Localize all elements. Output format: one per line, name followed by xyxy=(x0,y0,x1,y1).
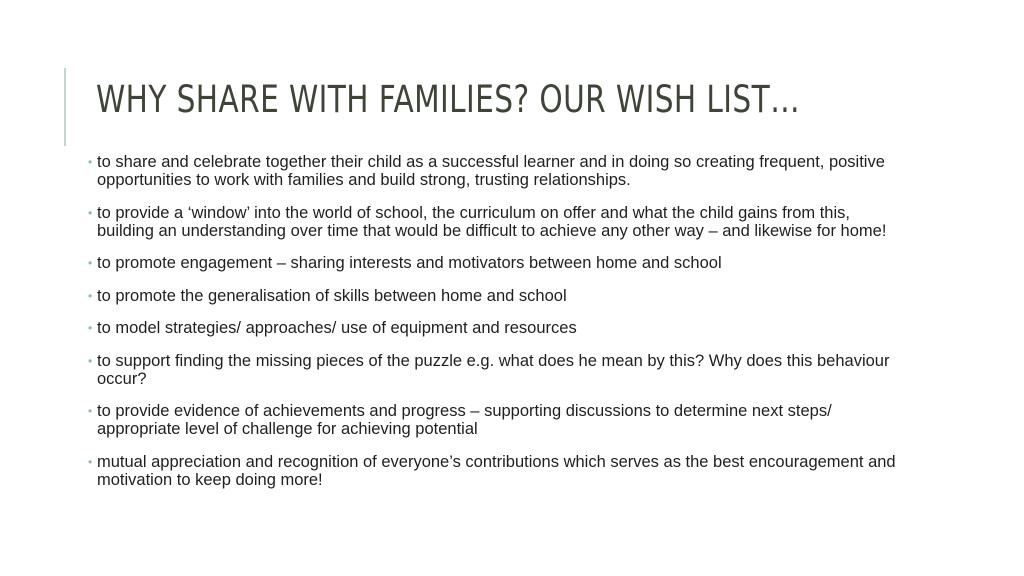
bullet-list xyxy=(88,153,908,503)
list-item xyxy=(88,402,908,438)
bullet-dot-icon: • xyxy=(88,288,93,303)
bullet-text: to provide a ‘window’ into the world of school, the curriculum on offer and what the child gains from this, building an understanding over time that would be difficult to achieve any other way – and likewise for home! xyxy=(97,203,887,240)
bullet-text: to provide evidence of achievements and progress – supporting discussions to determine next steps/ appropriate level of challenge for achieving potential xyxy=(97,402,832,438)
bullet-dot-icon: • xyxy=(88,353,93,368)
bullet-dot-icon: • xyxy=(88,404,93,418)
bullet-text: to promote engagement – sharing interests and motivators between home and school xyxy=(97,254,722,272)
bullet-dot-icon: • xyxy=(88,205,93,220)
bullet-text: mutual appreciation and recognition of everyone’s contributions which serves as the best encouragement and motivation to keep doing more! xyxy=(97,452,896,489)
list-item xyxy=(88,352,908,388)
list-item xyxy=(88,254,908,272)
bullet-dot-icon: • xyxy=(88,454,93,469)
list-item xyxy=(88,287,908,305)
bullet-text: to model strategies/ approaches/ use of equipment and resources xyxy=(97,319,577,337)
list-item xyxy=(88,319,908,337)
bullet-text: to promote the generalisation of skills between home and school xyxy=(97,286,567,305)
bullet-dot-icon: • xyxy=(88,256,93,270)
list-item xyxy=(88,153,908,189)
list-item xyxy=(88,204,908,240)
slide-title: WHY SHARE WITH FAMILIES? OUR WISH LIST… xyxy=(96,78,801,121)
bullet-dot-icon: • xyxy=(88,321,93,335)
bullet-dot-icon: • xyxy=(88,155,93,169)
bullet-text: to support finding the missing pieces of the puzzle e.g. what does he mean by this? Why does this behaviour occur? xyxy=(97,351,890,388)
list-item xyxy=(88,453,908,489)
title-accent-rule xyxy=(64,68,66,146)
bullet-text: to share and celebrate together their child as a successful learner and in doing so creating frequent, positive opportunities to work with families and build strong, trusting relationships. xyxy=(97,153,885,189)
